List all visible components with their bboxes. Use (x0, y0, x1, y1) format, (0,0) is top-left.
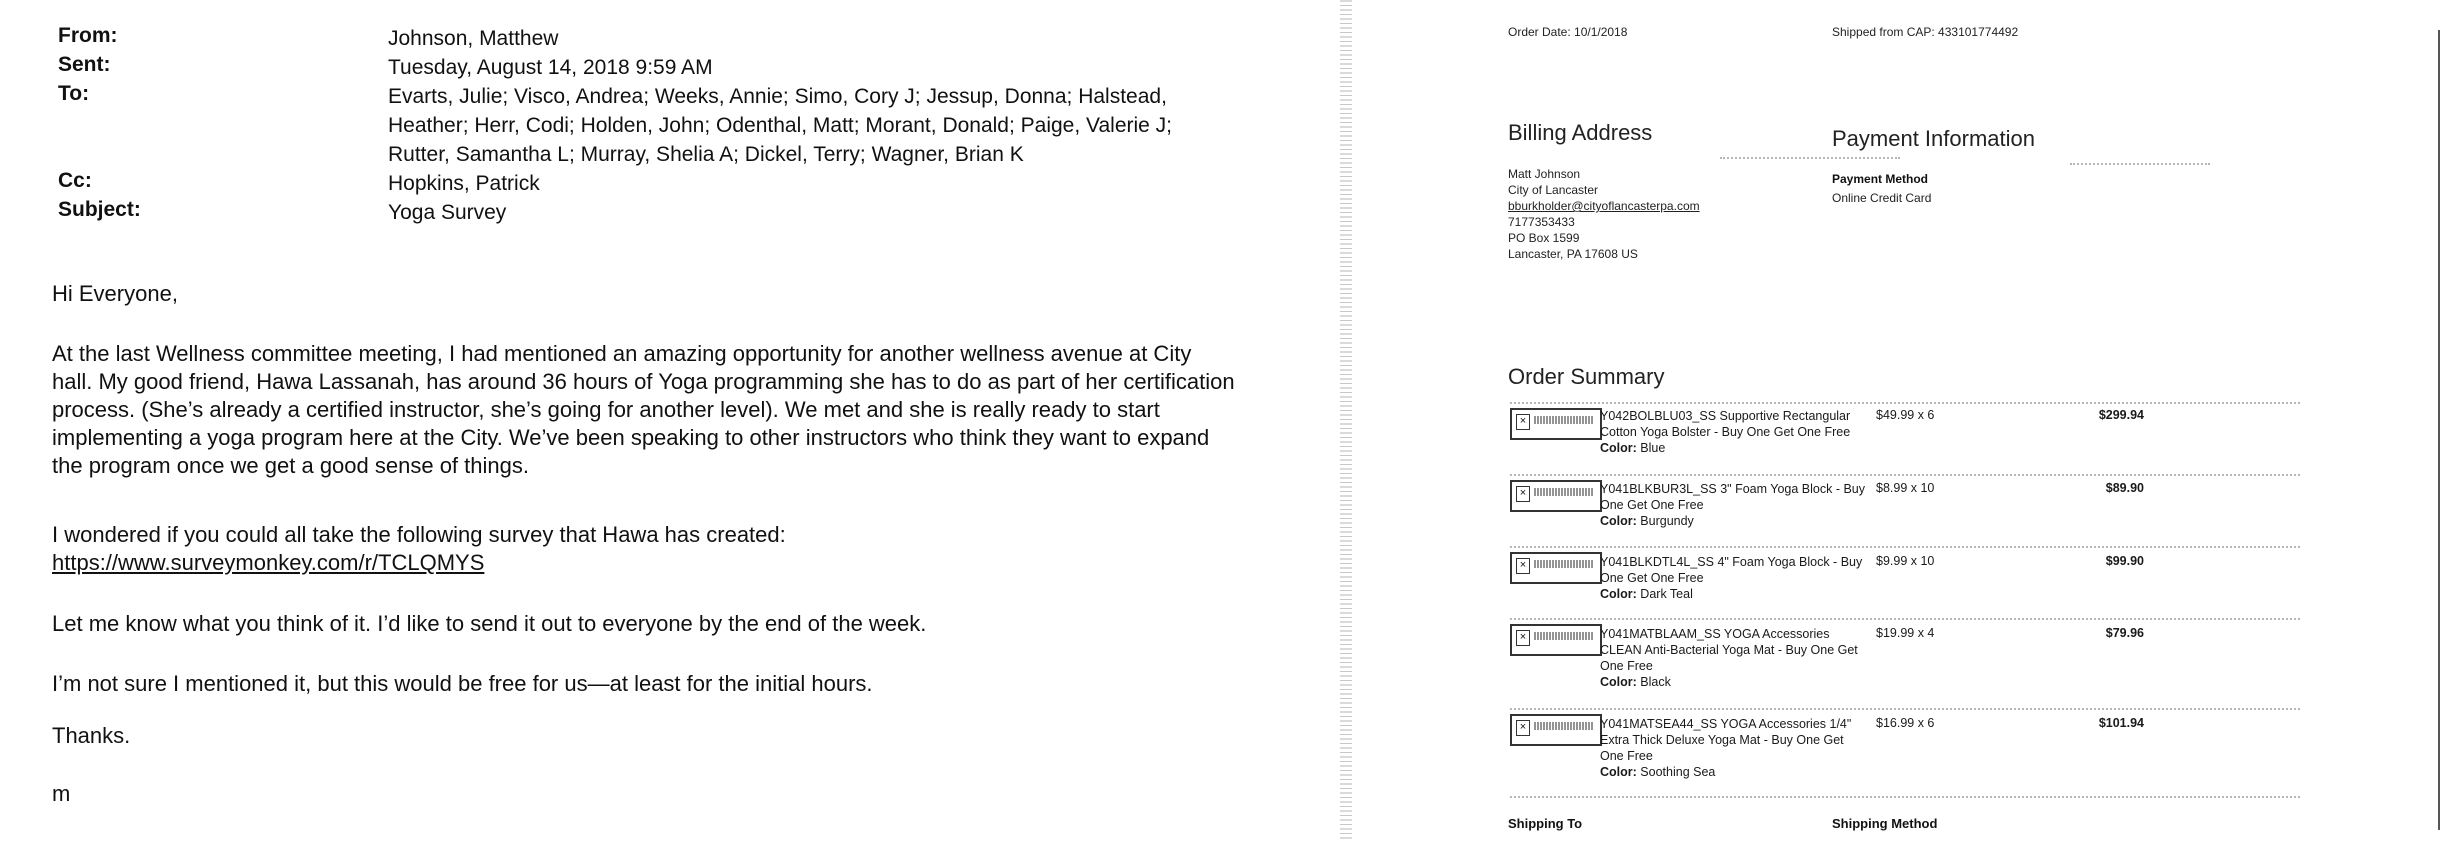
body-line: process. (She’s already a certified instructor, she’s going for another level). We met and she is really ready to start (52, 397, 1160, 422)
payment-method-value: Online Credit Card (1832, 191, 1932, 205)
item-qty: $9.99 x 10 (1876, 554, 1935, 568)
item-qty: $16.99 x 6 (1876, 716, 1935, 730)
billing-org: City of Lancaster (1508, 183, 1599, 197)
to-line: Heather; Herr, Codi; Holden, John; Odenthal, Matt; Morant, Donald; Paige, Valerie J; (388, 114, 1173, 137)
item-desc-line: One Free (1600, 749, 1653, 763)
item-desc-line: Y042BOLBLU03_SS Supportive Rectangular (1600, 409, 1851, 423)
color-value: Soothing Sea (1640, 765, 1716, 779)
item-desc-line: Y041MATSEA44_SS YOGA Accessories 1/4" (1600, 717, 1852, 731)
product-image-placeholder-icon: × (1510, 480, 1602, 512)
item-desc-line: CLEAN Anti-Bacterial Yoga Mat - Buy One Get (1600, 643, 1858, 657)
billing-name: Matt Johnson (1508, 167, 1581, 181)
color-label: Color: (1600, 587, 1637, 601)
payment-method-label: Payment Method (1832, 172, 1929, 186)
item-desc-line: One Get One Free (1600, 571, 1704, 585)
body-line: implementing a yoga program here at the City. We’ve been speaking to other instructors who think they want to expand (52, 425, 1210, 450)
divider (1510, 402, 2300, 404)
billing-heading: Billing Address (1508, 120, 1653, 145)
billing-email: bburkholder@cityoflancasterpa.com (1508, 199, 1700, 213)
sent-label: Sent: (58, 53, 111, 76)
item-qty: $8.99 x 10 (1876, 481, 1935, 495)
signoff: m (52, 781, 71, 806)
body-paragraph-2: I wondered if you could all take the following survey that Hawa has created: (52, 522, 786, 547)
cc-label: Cc: (58, 169, 92, 192)
divider (2070, 163, 2210, 165)
order-date: Order Date: 10/1/2018 (1508, 25, 1628, 39)
item-description (1600, 626, 1875, 690)
item-desc-line: Y041BLKBUR3L_SS 3" Foam Yoga Block - Buy (1600, 482, 1866, 496)
item-desc-line: One Get One Free (1600, 498, 1704, 512)
item-total: $299.94 (2098, 408, 2144, 422)
divider (1510, 546, 2300, 548)
order-summary-heading: Order Summary (1508, 364, 1665, 389)
item-desc-line: Y041BLKDTL4L_SS 4" Foam Yoga Block - Buy (1600, 555, 1863, 569)
divider (1510, 618, 2300, 620)
color-label: Color: (1600, 765, 1637, 779)
color-value: Black (1640, 675, 1671, 689)
thanks: Thanks. (52, 723, 131, 748)
item-color (1600, 586, 1875, 602)
shipped-from: Shipped from CAP: 433101774492 (1832, 25, 2019, 39)
color-value: Blue (1640, 441, 1666, 455)
product-image-placeholder-icon: × (1510, 714, 1602, 746)
from-label: From: (58, 24, 118, 47)
subject-label: Subject: (58, 198, 141, 221)
item-color (1600, 764, 1875, 780)
to-label: To: (58, 82, 90, 105)
color-value: Dark Teal (1640, 587, 1693, 601)
item-color (1600, 674, 1875, 690)
body-line: hall. My good friend, Hawa Lassanah, has around 36 hours of Yoga programming she has to do as part of her certification (52, 369, 1235, 394)
item-description (1600, 716, 1875, 780)
color-label: Color: (1600, 514, 1637, 528)
to-value (388, 82, 1228, 169)
divider (1510, 796, 2300, 798)
scan-edge (1340, 0, 1352, 842)
cc-value: Hopkins, Patrick (388, 172, 540, 195)
to-line: Evarts, Julie; Visco, Andrea; Weeks, Annie; Simo, Cory J; Jessup, Donna; Halstead, (388, 85, 1167, 108)
item-desc-line: One Free (1600, 659, 1653, 673)
divider (1720, 157, 1900, 159)
item-desc-line: Cotton Yoga Bolster - Buy One Get One Free (1600, 425, 1851, 439)
item-desc-line: Extra Thick Deluxe Yoga Mat - Buy One Get (1600, 733, 1844, 747)
billing-address (1508, 166, 1700, 262)
survey-link-line (52, 549, 1262, 577)
body-paragraph-4: I’m not sure I mentioned it, but this would be free for us—at least for the initial hours. (52, 671, 873, 696)
payment-heading: Payment Information (1832, 126, 2035, 151)
item-total: $99.90 (2105, 554, 2144, 568)
body-paragraph-1 (52, 340, 1262, 480)
billing-po: PO Box 1599 (1508, 231, 1580, 245)
color-label: Color: (1600, 441, 1637, 455)
subject-value: Yoga Survey (388, 201, 507, 224)
product-image-placeholder-icon: × (1510, 624, 1602, 656)
color-label: Color: (1600, 675, 1637, 689)
shipping-to-heading: Shipping To (1508, 816, 1583, 831)
divider (1510, 708, 2300, 710)
to-line: Rutter, Samantha L; Murray, Shelia A; Dickel, Terry; Wagner, Brian K (388, 143, 1024, 166)
color-value: Burgundy (1640, 514, 1694, 528)
item-color (1600, 440, 1875, 456)
billing-phone: 7177353433 (1508, 215, 1575, 229)
item-desc-line: Y041MATBLAAM_SS YOGA Accessories (1600, 627, 1830, 641)
item-total: $89.90 (2105, 481, 2144, 495)
item-description (1600, 408, 1875, 456)
from-value: Johnson, Matthew (388, 27, 559, 50)
item-total: $101.94 (2098, 716, 2144, 730)
body-paragraph-3: Let me know what you think of it. I’d like to send it out to everyone by the end of the week. (52, 611, 927, 636)
item-color (1600, 513, 1875, 529)
item-qty: $49.99 x 6 (1876, 408, 1935, 422)
item-total: $79.96 (2105, 626, 2144, 640)
survey-link[interactable]: https://www.surveymonkey.com/r/TCLQMYS (52, 550, 485, 575)
greeting: Hi Everyone, (52, 281, 178, 306)
product-image-placeholder-icon: × (1510, 552, 1602, 584)
page-edge (2438, 30, 2440, 830)
sent-value: Tuesday, August 14, 2018 9:59 AM (388, 56, 713, 79)
body-line: At the last Wellness committee meeting, I had mentioned an amazing opportunity for another wellness avenue at City (52, 341, 1192, 366)
billing-city: Lancaster, PA 17608 US (1508, 247, 1638, 261)
product-image-placeholder-icon: × (1510, 408, 1602, 440)
item-description (1600, 481, 1875, 529)
divider (1510, 474, 2300, 476)
shipping-method-heading: Shipping Method (1832, 816, 1938, 831)
body-line: the program once we get a good sense of things. (52, 453, 529, 478)
item-description (1600, 554, 1875, 602)
order-receipt (1360, 0, 2438, 842)
item-qty: $19.99 x 4 (1876, 626, 1935, 640)
